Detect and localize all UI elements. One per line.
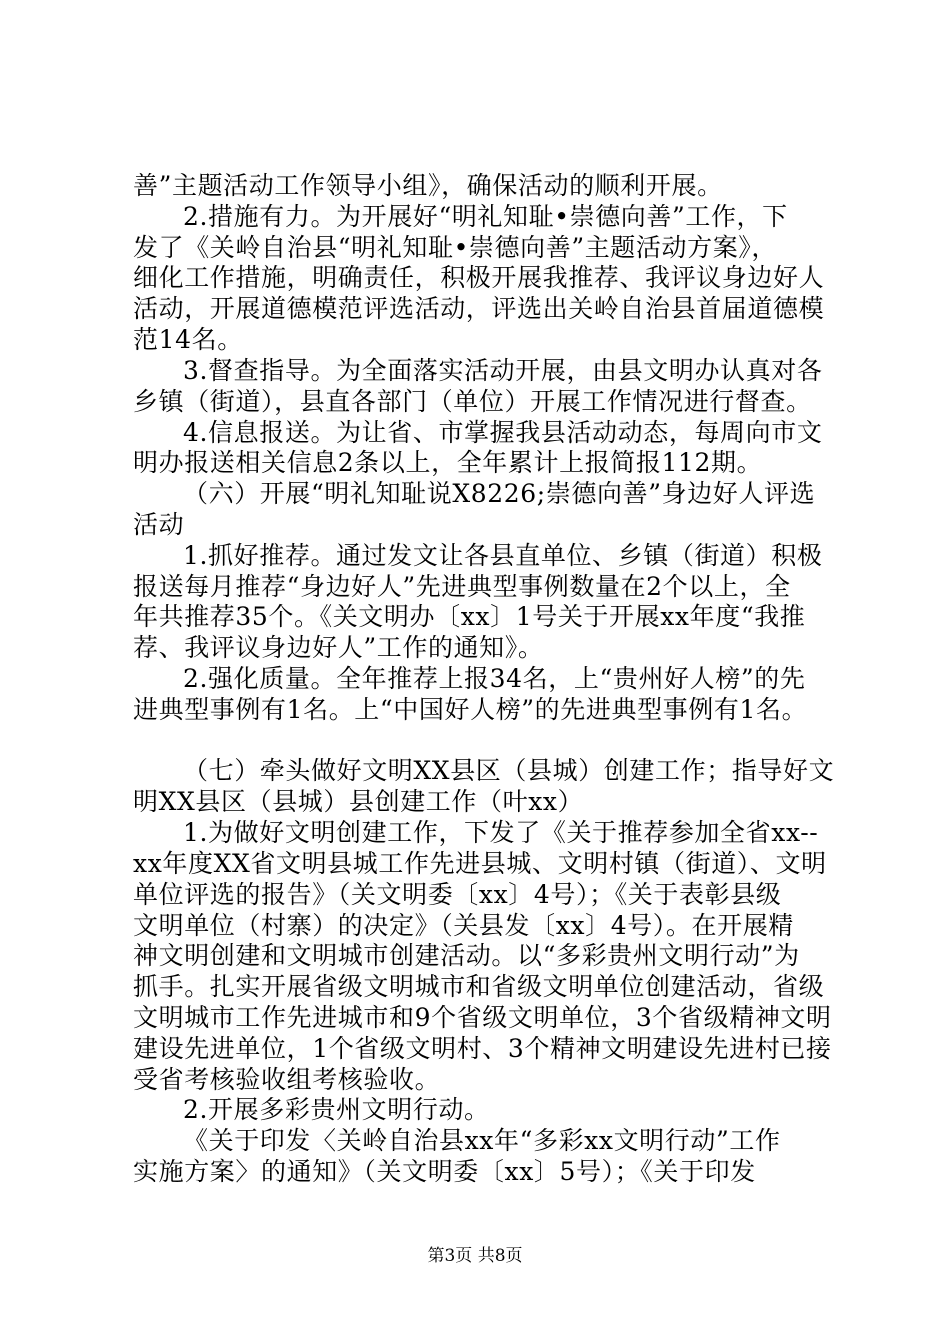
text-line: 文明城市工作先进城市和9个省级文明单位，3个省级精神文明 [133, 1003, 832, 1032]
text-line: 细化工作措施，明确责任，积极开展我推荐、我评议身边好人 [133, 263, 825, 292]
text-line: xx年度XX省文明县城工作先进县城、文明村镇（街道）、文明 [133, 849, 827, 878]
text-line: 发了《关岭自治县“明礼知耻•崇德向善”主题活动方案》， [133, 233, 778, 262]
text-line: 受省考核验收组考核验收。 [133, 1065, 441, 1094]
text-line: 1.抓好推荐。通过发文让各县直单位、乡镇（街道）积极 [183, 541, 823, 570]
text-line: 进典型事例有1名。上“中国好人榜”的先进典型事例有1名。 [133, 695, 808, 724]
page-number-footer: 第3页 共8页 [427, 1246, 523, 1266]
text-line: 年共推荐35个。《关文明办〔xx〕1号关于开展xx年度“我推 [133, 602, 806, 631]
text-line: 报送每月推荐“身边好人”先进典型事例数量在2个以上，全 [133, 572, 791, 601]
text-line: 神文明创建和文明城市创建活动。以“多彩贵州文明行动”为 [133, 941, 800, 970]
text-line: 单位评选的报告》（关文明委〔xx〕4号）；《关于表彰县级 [133, 880, 782, 909]
text-line: 2.措施有力。为开展好“明礼知耻•崇德向善”工作，下 [183, 202, 788, 231]
text-line: 建设先进单位，1个省级文明村、3个精神文明建设先进村已接 [133, 1034, 832, 1063]
section-heading: 明XX县区（县城）县创建工作（叶xx） [133, 787, 584, 816]
text-line: 2.开展多彩贵州文明行动。 [183, 1095, 490, 1124]
text-line: 荐、我评议身边好人”工作的通知》。 [133, 633, 544, 662]
section-heading: （七）牵头做好文明XX县区（县城）创建工作；指导好文 [183, 756, 835, 785]
text-line: 4.信息报送。为让省、市掌握我县活动动态，每周向市文 [183, 418, 823, 447]
text-line: 文明单位（村寨）的决定》（关县发〔xx〕4号）。在开展精 [133, 911, 794, 940]
text-line: 3.督查指导。为全面落实活动开展，由县文明办认真对各 [183, 356, 823, 385]
text-line: 2.强化质量。全年推荐上报34名，上“贵州好人榜”的先 [183, 664, 806, 693]
section-heading: （六）开展“明礼知耻说X8226;崇德向善”身边好人评选 [183, 479, 816, 508]
section-heading: 活动 [133, 510, 185, 539]
text-line: 乡镇（街道），县直各部门（单位）开展工作情况进行督查。 [133, 387, 812, 416]
text-line: 1.为做好文明创建工作，下发了《关于推荐参加全省xx-- [183, 818, 819, 847]
text-line: 明办报送相关信息2条以上，全年累计上报简报112期。 [133, 448, 763, 477]
text-line: 《关于印发〈关岭自治县xx年“多彩xx文明行动”工作 [183, 1126, 781, 1155]
text-line: 抓手。扎实开展省级文明城市和省级文明单位创建活动，省级 [133, 972, 825, 1001]
text-line: 活动，开展道德模范评选活动，评选出关岭自治县首届道德模 [133, 294, 825, 323]
text-line: 实施方案〉的通知》（关文明委〔xx〕5号）；《关于印发 [133, 1157, 756, 1186]
text-line: 范14名。 [133, 325, 243, 354]
text-line: 善”主题活动工作领导小组》，确保活动的顺利开展。 [133, 171, 723, 200]
